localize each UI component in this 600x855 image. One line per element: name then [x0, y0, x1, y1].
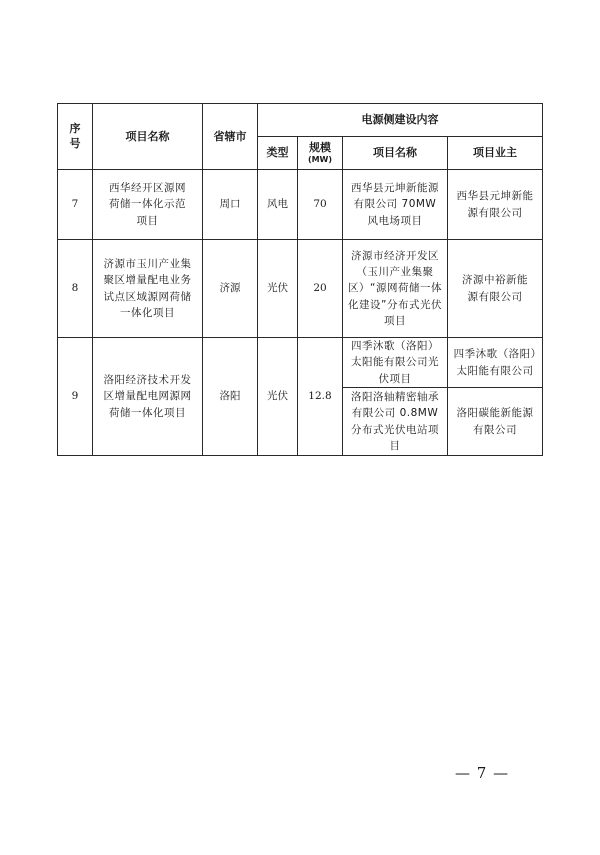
- row-owner: 西华县元坤新能源有限公司: [448, 170, 543, 240]
- row-owner: 济源中裕新能源有限公司: [448, 240, 543, 338]
- row-owner: 四季沐歌（洛阳）太阳能有限公司: [448, 338, 543, 388]
- row-scale: 70: [298, 170, 343, 240]
- row-seq: 9: [58, 338, 93, 456]
- row-project-name: 济源市玉川产业集聚区增量配电业务试点区域源网荷储一体化项目: [93, 240, 203, 338]
- row-city: 周口: [203, 170, 258, 240]
- row-type: 光伏: [258, 240, 298, 338]
- header-city: 省辖市: [203, 104, 258, 170]
- header-scale-label: 规模: [309, 140, 331, 154]
- header-sub-project-name: 项目名称: [343, 137, 448, 170]
- header-project-name: 项目名称: [93, 104, 203, 170]
- row-scale: 20: [298, 240, 343, 338]
- header-owner: 项目业主: [448, 137, 543, 170]
- project-table: [57, 103, 543, 456]
- row-sub-project-name: 洛阳洛轴精密轴承有限公司 0.8MW 分布式光伏电站项目: [343, 388, 448, 456]
- row-scale: 12.8: [298, 338, 343, 456]
- table-row: [58, 170, 543, 240]
- row-project-name: 西华经开区源网荷储一体化示范项目: [93, 170, 203, 240]
- row-seq: 8: [58, 240, 93, 338]
- row-type: 风电: [258, 170, 298, 240]
- row-project-name: 洛阳经济技术开发区增量配电网源网荷储一体化项目: [93, 338, 203, 456]
- header-scale-unit: (MW): [307, 154, 333, 164]
- row-owner: 洛阳碳能新能源有限公司: [448, 388, 543, 456]
- row-type: 光伏: [258, 338, 298, 456]
- table-row: [58, 338, 543, 388]
- page-number: — 7 —: [455, 764, 510, 782]
- header-type: 类型: [258, 137, 298, 170]
- row-sub-project-name: 四季沐歌（洛阳）太阳能有限公司光伏项目: [343, 338, 448, 388]
- header-supply-content: 电源侧建设内容: [258, 104, 543, 137]
- header-seq: 序号: [58, 104, 93, 170]
- row-seq: 7: [58, 170, 93, 240]
- row-city: 洛阳: [203, 338, 258, 456]
- row-sub-project-name: 济源市经济开发区（玉川产业集聚区）“源网荷储一体化建设”分布式光伏项目: [343, 240, 448, 338]
- row-sub-project-name: 西华县元坤新能源有限公司 70MW 风电场项目: [343, 170, 448, 240]
- header-scale: [298, 137, 343, 170]
- table-row: [58, 240, 543, 338]
- row-city: 济源: [203, 240, 258, 338]
